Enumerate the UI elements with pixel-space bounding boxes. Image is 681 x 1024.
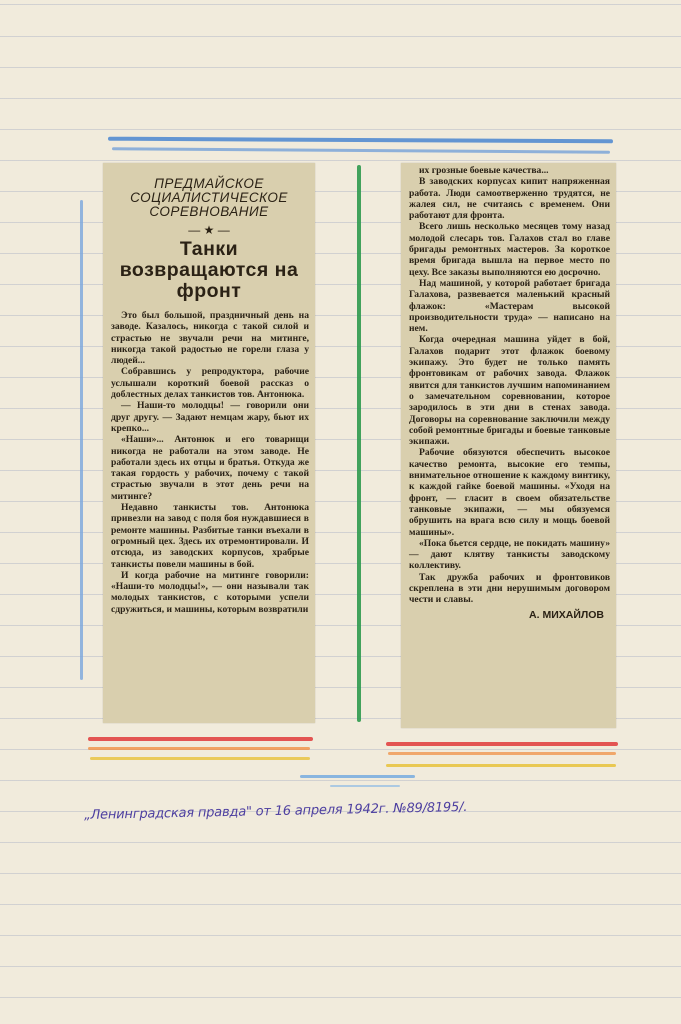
yellow-pencil-line-right: [386, 764, 616, 767]
article-paragraph: «Пока бьется сердце, не покидать машину» — дают клятву танкисты заводскому коллективу.: [409, 537, 610, 572]
article-headline: Танки возвращаются на фронт: [119, 238, 299, 302]
yellow-pencil-line-left: [90, 757, 310, 760]
article-paragraph: В заводских корпусах кипит напряженная работа. Люди самоотверженно трудятся, не жалея сил, не считаясь с временем. Они работают для фронта.: [409, 176, 610, 222]
article-paragraph: Над машиной, у которой работает бригада Галахова, развевается маленький красный флажок: «Мастерам высокой производительности труда» — написано на нем.: [409, 277, 610, 335]
article-paragraph: «Наши»... Антонюк и его товарищи никогда не работали на этом заводе. Не работали здесь их отцы и братья. Откуда же такая гордость у рабочих, почему с такой страстью звучали в этот день речи на митинге?: [111, 434, 309, 502]
article-paragraph: Рабочие обязуются обеспечить высокое качество ремонта, высокие его темпы, внимательное отношение к каждому винтику, к каждой гайке боевой машины. «Уходя на фронт, — гласит в своем обязательстве танковые экипажи, — мы обязуемся обрушить на врага всю силу и мощь боевой машины».: [409, 447, 610, 538]
newspaper-clipping-left: [103, 163, 315, 723]
handwritten-source-caption: „Ленинградская правда" от 16 апреля 1942г. №89/8195/.: [83, 799, 468, 823]
blue-pencil-line-top-2: [112, 147, 610, 153]
article-paragraph: их грозные боевые качества...: [419, 165, 549, 176]
newspaper-clipping-right: [401, 163, 616, 728]
blue-pencil-line-bottom-2: [330, 785, 400, 787]
blue-pencil-line-bottom: [300, 775, 415, 778]
article-paragraph: Это был большой, праздничный день на заводе. Казалось, никогда с такой силой и страстью не звучали речи на митинге, никогда такой радостью не горели глаза у людей...: [111, 310, 309, 367]
article-paragraph: — Наши-то молодцы! — говорили они друг другу. — Задают немцам жару, бьют их крепко...: [111, 400, 309, 434]
orange-pencil-line-left: [88, 747, 310, 750]
author-signature: А. МИХАЙЛОВ: [529, 608, 604, 621]
article-paragraph: Так дружба рабочих и фронтовиков скреплена в эти дни нерушимым договором чести и славы.: [409, 571, 610, 606]
article-paragraph: И когда рабочие на митинге говорили: «Наши-то молодцы!», — они называли так молодых танкистов, с которыми успели сдружиться, и машины, которым возвратили: [111, 569, 309, 615]
red-pencil-line-left: [88, 737, 313, 741]
ornament-stars: — ★ —: [188, 223, 230, 237]
orange-pencil-line-right: [388, 752, 616, 755]
blue-pencil-line-left: [80, 200, 83, 680]
article-paragraph: Собравшись у репродуктора, рабочие услышали короткий боевой рассказ о доблестных делах танкистов тов. Антонюка.: [111, 366, 309, 401]
green-pencil-line-center: [357, 165, 361, 722]
article-paragraph: Всего лишь несколько месяцев тому назад молодой слесарь тов. Галахов стал во главе бригады ремонтных мастеров. За короткое время бригада вышла на первое место по цеху. Все заказы выполняются ею досрочно.: [409, 221, 610, 278]
article-paragraph: Недавно танкисты тов. Антонюка привезли на завод с поля боя нуждавшиеся в ремонте машины. Разбитые танки въехали в огромный цех. Здесь их отремонтировали. И отсюда, из заводских корпусов, храбрые танкисты повели машины в бой.: [111, 502, 309, 570]
article-paragraph: Когда очередная машина уйдет в бой, Галахов подарит этот флажок боевому экипажу. Это будет не только память фронтовикам от рабочих завода. Флажок явится для танкистов лучшим напоминанием о замечательном соревновании, которое зародилось в эти дни в стенах завода. Договоры на соревнование заключили между собой ремонтные бригады и боевые танковые экипажи.: [409, 334, 610, 448]
article-kicker: ПРЕДМАЙСКОЕ СОЦИАЛИСТИЧЕСКОЕ СОРЕВНОВАНИЕ: [130, 176, 288, 219]
red-pencil-line-right: [386, 742, 618, 746]
blue-pencil-line-top: [108, 137, 613, 144]
